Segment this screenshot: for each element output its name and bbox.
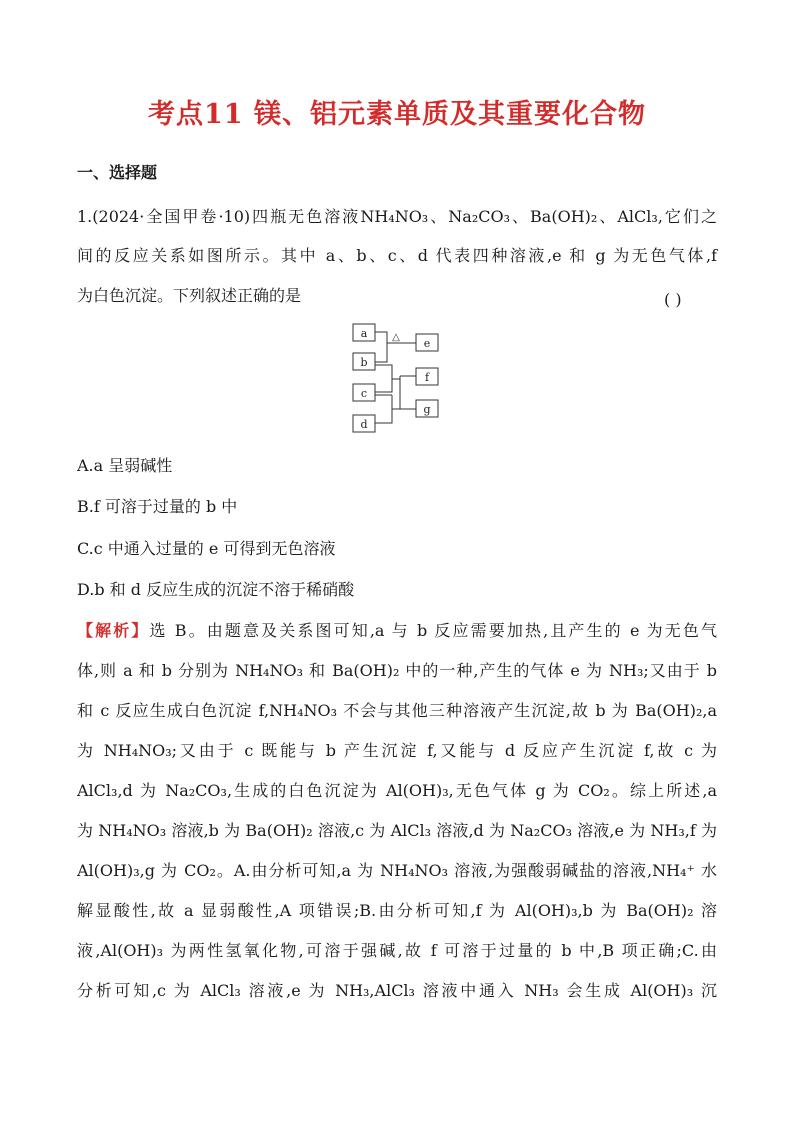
option-a: A.a 呈弱碱性 [77, 456, 173, 475]
analysis-line-8: 解显酸性,故 a 显弱酸性,A 项错误;B.由分析可知,f 为 Al(OH)₃,b 为 Ba(OH)₂ 溶 [77, 901, 717, 920]
label-a: a [360, 327, 368, 340]
analysis-label: 【解析】 [77, 621, 150, 640]
question-stem-line-2: 间的反应关系如图所示。其中 a、b、c、d 代表四种溶液,e 和 g 为无色气体,f [77, 246, 717, 265]
link-to-f-g [392, 376, 416, 409]
analysis-line-6: 为 NH₄NO₃ 溶液,b 为 Ba(OH)₂ 溶液,c 为 AlCl₃ 溶液,d 为 Na₂CO₃ 溶液,e 为 NH₃,f 为 [77, 821, 717, 840]
answer-blank: ( ) [664, 290, 682, 309]
label-b: b [360, 356, 368, 369]
analysis-line-9: 液,Al(OH)₃ 为两性氢氧化物,可溶于强碱,故 f 可溶于过量的 b 中,B 项正确;C.由 [77, 941, 717, 960]
analysis-line-3: 和 c 反应生成白色沉淀 f,NH₄NO₃ 不会与其他三种溶液产生沉淀,故 b 为 Ba(OH)₂,a [77, 701, 717, 720]
heat-symbol: △ [392, 332, 400, 343]
page-title: 考点11 镁、铝元素单质及其重要化合物 [148, 99, 646, 130]
label-f: f [424, 371, 430, 384]
link-c-d [375, 395, 392, 423]
analysis-line-10: 分析可知,c 为 AlCl₃ 溶液,e 为 NH₃,AlCl₃ 溶液中通入 NH₃ 会生成 Al(OH)₃ 沉 [77, 981, 717, 1000]
label-c: c [360, 387, 368, 400]
option-b: B.f 可溶于过量的 b 中 [77, 497, 238, 516]
label-g: g [423, 403, 431, 416]
analysis-line-7: Al(OH)₃,g 为 CO₂。A.由分析可知,a 为 NH₄NO₃ 溶液,为强酸弱碱盐的溶液,NH₄⁺ 水 [77, 861, 717, 880]
question-stem-line-1: 1.(2024·全国甲卷·10)四瓶无色溶液NH₄NO₃、Na₂CO₃、Ba(OH)₂、AlCl₃,它们之 [77, 207, 717, 226]
reaction-diagram [352, 322, 442, 436]
option-c: C.c 中通入过量的 e 可得到无色溶液 [77, 539, 336, 558]
label-e: e [423, 337, 431, 350]
section-heading: 一、选择题 [77, 163, 158, 182]
analysis-line-2: 体,则 a 和 b 分别为 NH₄NO₃ 和 Ba(OH)₂ 中的一种,产生的气体 e 为 NH₃;又由于 b [77, 661, 717, 680]
analysis-line-5: AlCl₃,d 为 Na₂CO₃,生成的白色沉淀为 Al(OH)₃,无色气体 g 为 CO₂。综上所述,a [77, 781, 717, 800]
analysis-line-1 [77, 620, 717, 642]
link-b-c [375, 365, 400, 392]
label-d: d [360, 418, 368, 431]
analysis-text-1: 选 B。由题意及关系图可知,a 与 b 反应需要加热,且产生的 e 为无色气 [149, 621, 717, 640]
analysis-line-4: 为 NH₄NO₃;又由于 c 既能与 b 产生沉淀 f,又能与 d 反应产生沉淀 f,故 c 为 [77, 741, 717, 760]
question-stem-line-3: 为白色沉淀。下列叙述正确的是 [77, 286, 302, 305]
option-d: D.b 和 d 反应生成的沉淀不溶于稀硝酸 [77, 580, 355, 599]
